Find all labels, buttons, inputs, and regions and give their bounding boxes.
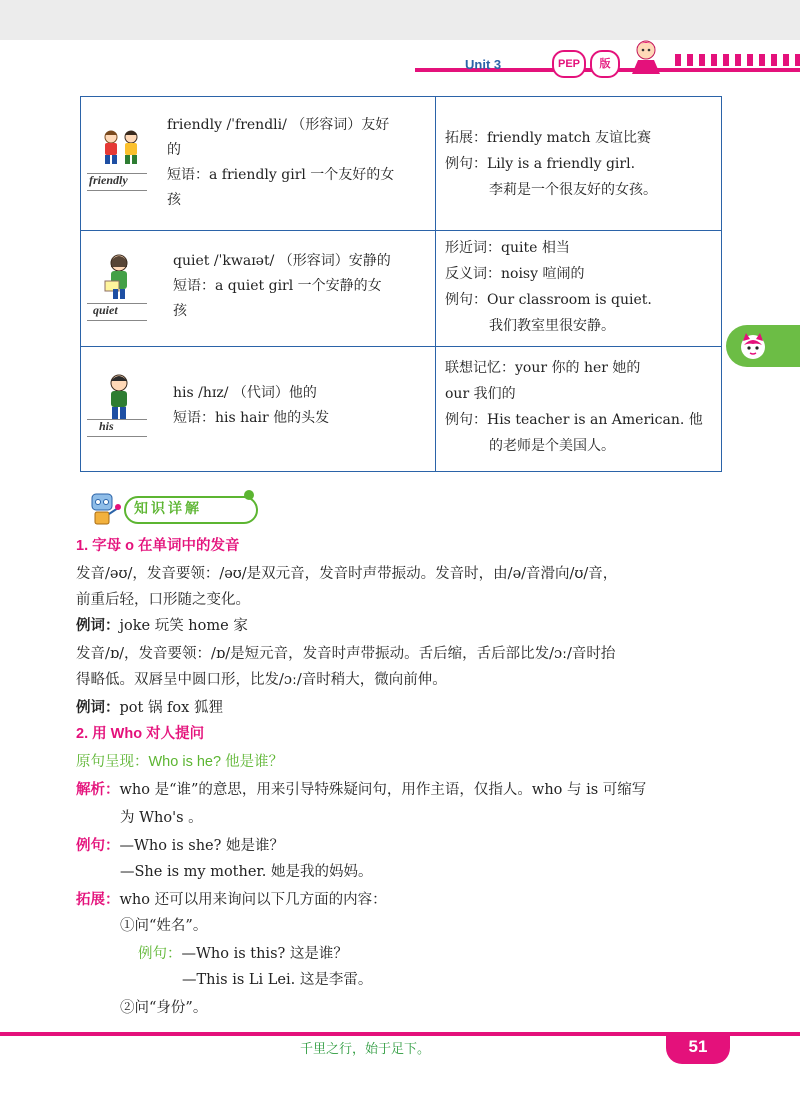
note-line: 我们教室里很安静。 (489, 318, 615, 334)
definition-line: 孩 (167, 192, 181, 208)
section-dot (244, 490, 254, 500)
extension-label: 拓展： (76, 892, 120, 908)
note-line: 李莉是一个很友好的女孩。 (489, 182, 657, 198)
definition-line: quiet /ˈkwaɪət/ （形容词）安静的 (173, 253, 391, 269)
paragraph-line: 前重后轻，口形随之变化。 (76, 592, 250, 608)
analysis-line (76, 778, 646, 802)
robot-mascot-icon (84, 488, 124, 530)
definition-line: friendly /ˈfrendli/ （形容词）友好 (167, 117, 390, 133)
vocab-definition (173, 249, 391, 324)
vocab-notes (445, 125, 717, 203)
heading-letter-o: 1. 字母 o 在单词中的发音 (76, 538, 240, 554)
note-line: 例句：His teacher is an American. 他 (445, 412, 703, 428)
note-line: 例句：Lily is a friendly girl. (445, 156, 636, 172)
column-divider (435, 347, 436, 471)
definition-line: 孩 (173, 303, 187, 319)
note-line: 的老师是个美国人。 (489, 438, 615, 454)
paragraph-line: 发音/əʊ/，发音要领：/əʊ/是双元音，发音时声带振动。发音时，由/ə/音滑向/ʊ/音， (76, 566, 618, 582)
fox-face-icon (738, 331, 768, 361)
column-divider (435, 231, 436, 347)
example-sentence-text: —She is my mother. 她是我的妈妈。 (120, 864, 373, 880)
definition-line: 短语：a quiet girl 一个安静的女 (173, 278, 382, 294)
example-sentence-text: —Who is she? 她是谁？ (119, 838, 285, 854)
definition-line: his /hɪz/ （代词）他的 (173, 385, 317, 401)
reading-girl-illustration-icon (89, 251, 155, 301)
extension-item: ①问“姓名”。 (120, 918, 208, 934)
extension-item: ②问“身份”。 (120, 1000, 208, 1016)
vocab-row-his (81, 346, 721, 471)
unit-label: Unit 3 (465, 57, 502, 72)
original-sentence (76, 750, 283, 774)
word-writing-line (87, 419, 147, 437)
boy-illustration-icon (89, 371, 155, 421)
page-number: 51 (666, 1032, 730, 1064)
analysis-text: who 是“谁”的意思，用来引导特殊疑问句，用作主语，仅指人。who 与 is 可缩写 (119, 782, 647, 798)
extension-line (76, 888, 387, 912)
definition-line: 的 (167, 142, 181, 158)
example-words (76, 614, 248, 638)
note-line: 拓展：friendly match 友谊比赛 (445, 130, 652, 146)
example-sentence (76, 834, 284, 858)
vocab-notes (445, 355, 717, 459)
vocab-definition (167, 113, 394, 213)
word-label: his (99, 419, 114, 433)
heading-who: 2. 用 Who 对人提问 (76, 726, 205, 742)
section-title (84, 486, 264, 532)
top-strip (0, 0, 800, 40)
example-label: 例词： (76, 617, 120, 634)
friends-illustration-icon (89, 127, 155, 167)
analysis-label: 解析： (76, 782, 120, 798)
definition-line: 短语：a friendly girl 一个友好的女 (167, 167, 395, 183)
word-label: friendly (89, 173, 128, 187)
note-line: 联想记忆：your 你的 her 她的 (445, 360, 641, 376)
section-title-text: 知识详解 (134, 500, 202, 516)
column-divider (435, 97, 436, 230)
example-label: 例词： (76, 699, 120, 716)
original-text: Who is he? 他是谁？ (148, 754, 284, 770)
vocab-row-quiet (81, 230, 721, 347)
extension-text: who 还可以用来询问以下几方面的内容： (119, 892, 387, 908)
vocab-row-friendly (81, 97, 721, 230)
example-words (76, 696, 223, 720)
note-line: 例句：Our classroom is quiet. (445, 292, 652, 308)
paragraph-line: 发音/ɒ/，发音要领：/ɒ/是短元音，发音时声带振动。舌后缩，舌后部比发/ɔː/音时抬 (76, 646, 616, 662)
vocab-table (80, 96, 722, 472)
word-label: quiet (93, 303, 118, 317)
vocab-notes (445, 235, 717, 339)
checker-pattern (675, 54, 800, 66)
sub-example-text: —This is Li Lei. 这是李雷。 (182, 972, 373, 988)
example-text: joke 玩笑 home 家 (119, 618, 248, 634)
footer-motto: 千里之行，始于足下。 (300, 1041, 431, 1056)
sub-example-text: —Who is this? 这是谁？ (181, 946, 348, 962)
example-text: pot 锅 fox 狐狸 (119, 700, 223, 716)
original-label: 原句呈现： (76, 754, 149, 770)
pep-badge: PEP (552, 50, 586, 78)
note-line: our 我们的 (445, 386, 516, 402)
sub-example-label: 例句： (138, 946, 182, 962)
chapter-tab (726, 325, 800, 367)
cartoon-girl-icon (624, 36, 668, 76)
paragraph-line: 得略低。双唇呈中圆口形，比发/ɔː/音时稍大，微向前伸。 (76, 672, 447, 688)
definition-line: 短语：his hair 他的头发 (173, 410, 330, 426)
note-line: 反义词：noisy 喧闹的 (445, 266, 585, 282)
note-line: 形近词：quite 相当 (445, 240, 570, 256)
analysis-line: 为 Who's 。 (120, 810, 203, 826)
sub-example (138, 942, 348, 966)
example-sentence-label: 例句： (76, 838, 120, 854)
edition-badge: 版 (590, 50, 620, 78)
vocab-definition (173, 381, 329, 431)
